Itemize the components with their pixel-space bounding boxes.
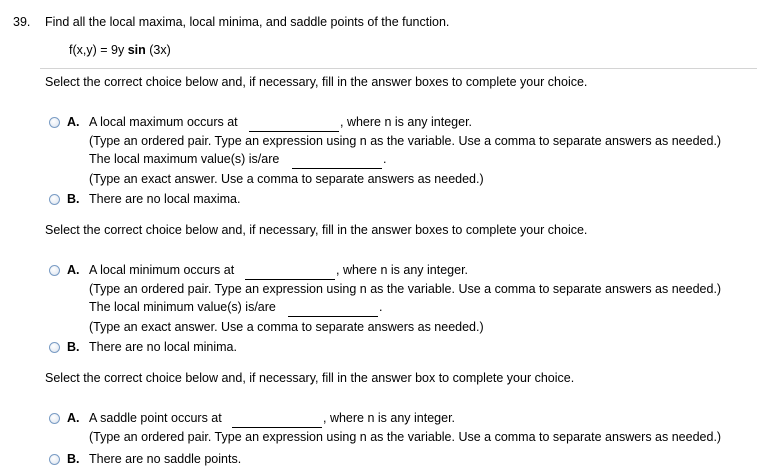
- min-option-b-text: There are no local minima.: [89, 340, 237, 354]
- min-option-a-text-after: , where n is any integer.: [336, 263, 469, 277]
- problem-number: 39.: [13, 15, 31, 29]
- min-option-a-text: A local minimum occurs at: [89, 263, 235, 277]
- min-option-a-radio[interactable]: [49, 265, 60, 276]
- saddle-prompt: Select the correct choice below and, if necessary, fill in the answer box to complete your choice.: [45, 371, 575, 385]
- function-suffix: (3x): [145, 43, 171, 57]
- max-option-a-radio[interactable]: [49, 117, 60, 128]
- max-value-input[interactable]: [292, 154, 382, 169]
- function-prefix: f(x,y) = 9y: [69, 43, 128, 57]
- max-location-input[interactable]: [249, 117, 339, 132]
- saddle-option-b-radio[interactable]: [49, 454, 60, 465]
- min-value-label: The local minimum value(s) is/are: [89, 300, 276, 314]
- max-option-b-radio[interactable]: [49, 194, 60, 205]
- max-option-a-text-after: , where n is any integer.: [340, 115, 473, 129]
- max-value-label: The local maximum value(s) is/are: [89, 152, 280, 166]
- saddle-option-a-letter: A.: [67, 411, 80, 425]
- min-hint-exact: (Type an exact answer. Use a comma to separate answers as needed.): [89, 320, 484, 334]
- saddle-option-a-text: A saddle point occurs at: [89, 411, 222, 425]
- saddle-option-b-text: There are no saddle points.: [89, 452, 242, 466]
- saddle-option-a-text-after: , where n is any integer.: [323, 411, 456, 425]
- min-location-input[interactable]: [245, 265, 335, 280]
- min-option-a-letter: A.: [67, 263, 80, 277]
- min-prompt: Select the correct choice below and, if necessary, fill in the answer boxes to complete your choice.: [45, 223, 588, 237]
- max-option-b-letter: B.: [67, 192, 80, 206]
- max-option-a-letter: A.: [67, 115, 80, 129]
- saddle-option-a-radio[interactable]: [49, 413, 60, 424]
- min-value-period: .: [379, 300, 383, 314]
- max-prompt: Select the correct choice below and, if necessary, fill in the answer boxes to complete your choice.: [45, 75, 588, 89]
- function-expression: [69, 43, 171, 57]
- header-divider: [40, 68, 757, 69]
- max-value-period: .: [383, 152, 387, 166]
- min-value-input[interactable]: [288, 302, 378, 317]
- saddle-location-input[interactable]: [232, 413, 322, 428]
- saddle-hint-ordered-pair: (Type an ordered pair. Type an expression using n as the variable. Use a comma to separate answers as needed.): [89, 430, 722, 444]
- max-option-a-text: A local maximum occurs at: [89, 115, 238, 129]
- max-option-b-text: There are no local maxima.: [89, 192, 241, 206]
- function-sin: sin: [127, 43, 146, 57]
- problem-instruction: Find all the local maxima, local minima, and saddle points of the function.: [45, 15, 450, 29]
- max-hint-ordered-pair: (Type an ordered pair. Type an expression using n as the variable. Use a comma to separate answers as needed.): [89, 134, 722, 148]
- min-option-b-radio[interactable]: [49, 342, 60, 353]
- min-hint-ordered-pair: (Type an ordered pair. Type an expression using n as the variable. Use a comma to separate answers as needed.): [89, 282, 722, 296]
- max-hint-exact: (Type an exact answer. Use a comma to separate answers as needed.): [89, 172, 484, 186]
- saddle-option-b-letter: B.: [67, 452, 80, 466]
- min-option-b-letter: B.: [67, 340, 80, 354]
